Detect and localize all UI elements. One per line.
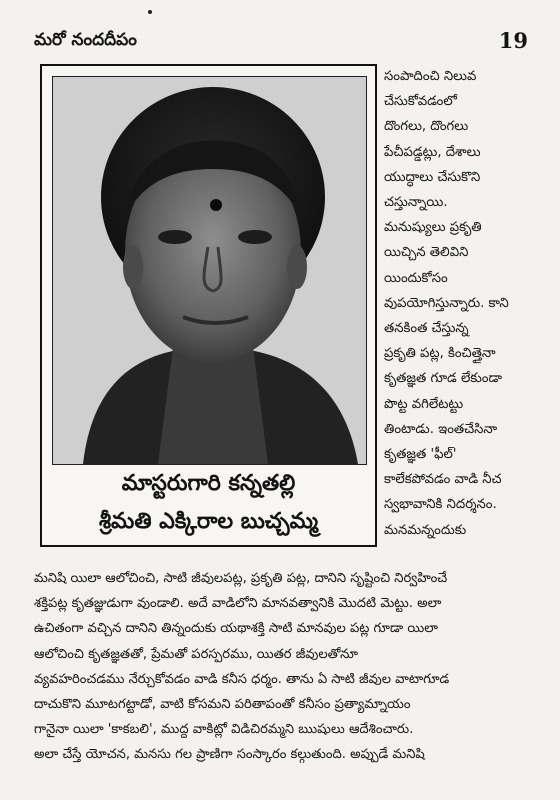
text-line: పొట్ట వగిలేటట్టు: [384, 396, 464, 412]
text-line: గానైనా యిలా 'కాకబలి', ముద్ద వాకిట్లో విడిచిరమ్మని ఋషులు ఆదేశించారు.: [34, 722, 414, 738]
text-line: కాలేకపోవడం వాడి నీచ: [384, 472, 502, 488]
body-text: [34, 566, 534, 768]
text-line: దొంగలు, దొంగలు: [384, 119, 469, 135]
portrait-photo: [52, 76, 367, 465]
text-line: శక్తిపట్ల కృతజ్ఞుడుగా వుండాలి. అదే వాడిలోని మానవత్వానికి మొదటి మెట్టు. అలా: [34, 596, 442, 612]
text-line: ప్రకృతి పట్ల, కించిత్తైనా: [384, 346, 496, 362]
ink-speck: [148, 10, 152, 14]
text-line: అలా చేస్తే యోచన, మనసు గల ప్రాణిగా సంస్కారం కల్గుతుంది. అప్పుడే మనిషి: [34, 747, 425, 763]
portrait-illustration: [53, 77, 366, 464]
page-number: 19: [498, 28, 528, 53]
text-line: మనిషి యిలా ఆలోచించి, సాటి జీవులపట్ల, ప్రకృతి పట్ల, దానిని సృష్టించి నిర్వహించే: [34, 571, 448, 586]
text-line: తనకింత చేస్తున్న: [384, 321, 469, 337]
text-line: ఉచితంగా వచ్చిన దానిని తిన్నందుకు యథాశక్తి సాటి మానవుల పట్ల గూడా యిలా: [34, 621, 438, 637]
text-line: యిందుకోసం: [384, 270, 448, 286]
text-line: మనుష్యులు ప్రకృతి: [384, 220, 482, 236]
text-line: సంపాదించి నిలువ: [384, 69, 477, 84]
portrait-frame: [40, 64, 377, 547]
text-line: ఆలోచించి కృతజ్ఞతతో, ప్రేమతో పరస్పరము, యితర జీవులతోనూ: [34, 646, 359, 662]
text-line: యిచ్చిన తెలివిని: [384, 245, 469, 261]
text-line: యుద్ధాలు చేసుకొని: [384, 169, 481, 185]
text-line: కృతజ్ఞత గూడ లేకుండా: [384, 371, 502, 387]
text-line: చస్తున్నాయి.: [384, 195, 448, 211]
running-header: మరో నందదీపం: [34, 30, 137, 50]
text-line: మనమన్నందుకు: [384, 522, 467, 538]
side-column-text: [384, 64, 534, 543]
text-line: తింటాడు. ఇంతచేసినా: [384, 421, 498, 437]
text-line: దాచుకొని మూటగట్టాడో, వాటి కోసమని పరితాపంతో కనీసం ప్రత్యామ్నాయం: [34, 697, 411, 713]
text-line: స్వభావానికి నిదర్శనం.: [384, 497, 497, 513]
photo-caption-line-1: మాస్టరుగారి కన్నతల్లి: [121, 471, 296, 496]
text-line: వ్యవహరించడము నేర్చుకోవడం వాడి కనీస ధర్మం. తాను ఏ సాటి జీవుల వాటాగూడ: [34, 671, 450, 687]
photo-caption-line-2: శ్రీమతి ఎక్కిరాల బుచ్చమ్మ: [98, 509, 319, 534]
text-line: పేచీపడ్డట్లు, దేశాలు: [384, 144, 481, 160]
text-line: కృతజ్ఞత 'ఫీల్': [384, 447, 457, 463]
text-line: చేసుకోవడంలో: [384, 94, 457, 110]
text-line: వుపయోగిస్తున్నారు. కాని: [384, 295, 509, 311]
